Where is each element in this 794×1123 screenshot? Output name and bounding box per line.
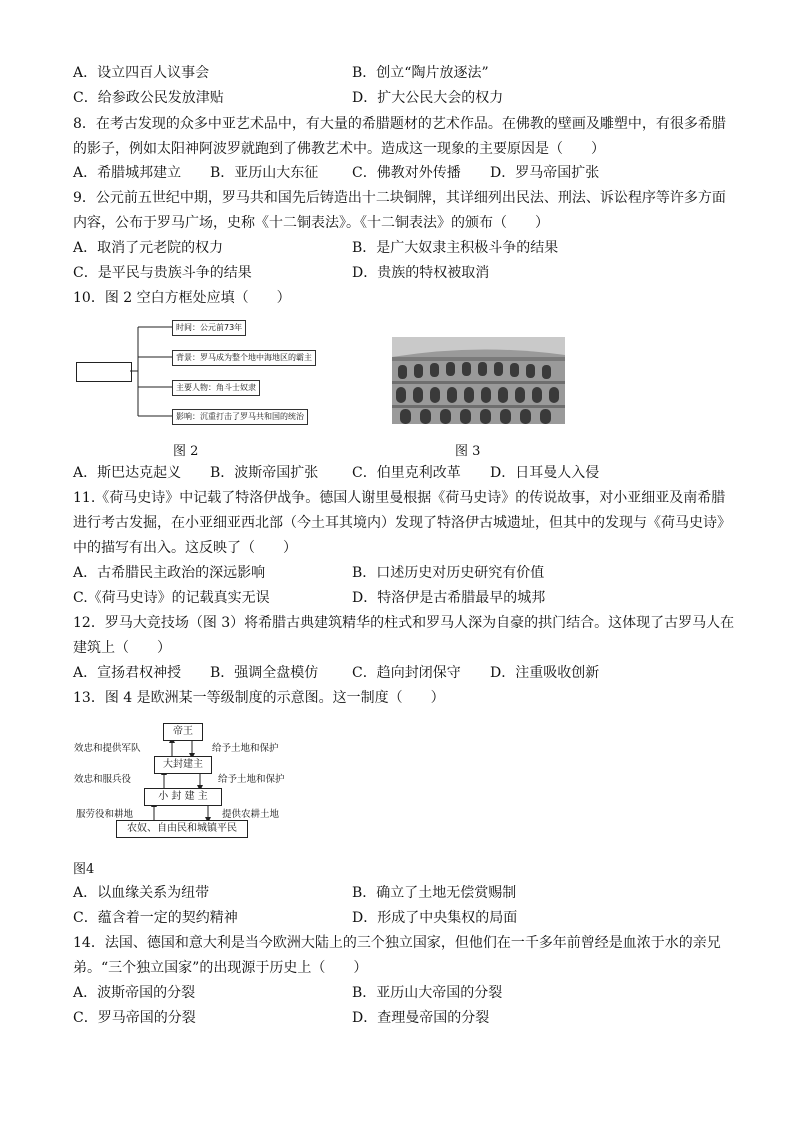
q13-option-b: B．确立了土地无偿赏赐制 xyxy=(352,885,517,901)
q12-option-b: B．强调全盘模仿 xyxy=(210,665,319,681)
figure-2-impact-box: 影响：沉重打击了罗马共和国的统治 xyxy=(172,409,308,425)
q9-option-c: C．是平民与贵族斗争的结果 xyxy=(73,265,252,281)
figure-2-blank-box xyxy=(76,362,132,382)
q11-option-d: D．特洛伊是古希腊最早的城邦 xyxy=(352,590,546,606)
q9-option-a: A．取消了元老院的权力 xyxy=(73,240,224,256)
q7-option-d: D．扩大公民大会的权力 xyxy=(352,90,504,106)
q7-option-c: C．给参政公民发放津贴 xyxy=(73,90,224,106)
figure-2-background-box: 背景：罗马成为整个地中海地区的霸主 xyxy=(172,350,316,366)
q7-option-b: B．创立“陶片放逐法” xyxy=(352,65,489,81)
figure-4-caption: 图4 xyxy=(73,862,95,877)
figure-4-right-label-1: 给予土地和保护 xyxy=(212,743,279,754)
figure-4-great-lord-box: 大封建主 xyxy=(154,756,212,774)
q9-option-b: B．是广大奴隶主积极斗争的结果 xyxy=(352,240,559,256)
figure-4-emperor-box: 帝王 xyxy=(163,723,203,741)
q14-stem-line2: 弟。“三个独立国家”的出现源于历史上（ ） xyxy=(73,960,368,976)
figure-2-diagram xyxy=(72,318,322,434)
q14-option-c: C．罗马帝国的分裂 xyxy=(73,1010,196,1026)
figure-4-feudal-hierarchy xyxy=(72,720,292,845)
figure-4-right-label-3: 提供农耕土地 xyxy=(222,809,280,820)
figure-4-left-label-3: 服劳役和耕地 xyxy=(76,809,134,820)
q8-option-a: A．希腊城邦建立 xyxy=(73,165,182,181)
q11-option-b: B．口述历史对历史研究有价值 xyxy=(352,565,545,581)
q10-option-c: C．伯里克利改革 xyxy=(352,465,461,481)
figure-4-small-lord-box: 小 封 建 主 xyxy=(144,788,222,806)
q10-option-b: B．波斯帝国扩张 xyxy=(210,465,319,481)
q11-option-c: C.《荷马史诗》的记载真实无误 xyxy=(73,590,270,606)
figure-2-time-box: 时间：公元前73年 xyxy=(172,320,246,336)
q13-option-a: A．以血缘关系为纽带 xyxy=(73,885,210,901)
figure-4-right-label-2: 给予土地和保护 xyxy=(218,774,285,785)
q10-stem: 10．图 2 空白方框处应填（ ） xyxy=(73,290,291,306)
q11-option-a: A．古希腊民主政治的深远影响 xyxy=(73,565,266,581)
figure-2-caption: 图 2 xyxy=(173,444,199,459)
q14-option-b: B．亚历山大帝国的分裂 xyxy=(352,985,503,1001)
q11-stem-line1: 11.《荷马史诗》中记载了特洛伊战争。德国人谢里曼根据《荷马史诗》的传说故事，对小亚细亚及南希腊 xyxy=(73,490,726,506)
q14-option-d: D．查理曼帝国的分裂 xyxy=(352,1010,490,1026)
q14-option-a: A．波斯帝国的分裂 xyxy=(73,985,196,1001)
figure-3-caption: 图 3 xyxy=(455,444,481,459)
q10-option-d: D．日耳曼人入侵 xyxy=(490,465,600,481)
q14-stem-line1: 14．法国、德国和意大利是当今欧洲大陆上的三个独立国家，但他们在一千多年前曾经是血浓于水的亲兄 xyxy=(73,935,721,951)
q8-option-c: C．佛教对外传播 xyxy=(352,165,461,181)
q12-stem-line2: 建筑上（ ） xyxy=(73,640,171,656)
q13-option-d: D．形成了中央集权的局面 xyxy=(352,910,518,926)
q11-stem-line2: 进行考古发掘，在小亚细亚西北部（今土耳其境内）发现了特洛伊古城遗址，但其中的发现与《荷马史诗》 xyxy=(73,515,731,531)
q13-stem: 13．图 4 是欧洲某一等级制度的示意图。这一制度（ ） xyxy=(73,690,445,706)
figure-4-left-label-1: 效忠和提供军队 xyxy=(74,743,141,754)
q8-stem-line2: 的影子，例如太阳神阿波罗就跑到了佛教艺术中。造成这一现象的主要原因是（ ） xyxy=(73,141,605,157)
figure-2-person-box: 主要人物：角斗士奴隶 xyxy=(172,380,260,396)
q8-option-d: D．罗马帝国扩张 xyxy=(490,165,600,181)
colosseum-illustration xyxy=(392,337,565,424)
q12-option-d: D．注重吸收创新 xyxy=(490,665,600,681)
figure-4-serfs-box: 农奴、自由民和城镇平民 xyxy=(116,820,248,838)
q9-option-d: D．贵族的特权被取消 xyxy=(352,265,490,281)
q11-stem-line3: 中的描写有出入。这反映了（ ） xyxy=(73,540,297,556)
q9-stem-line2: 内容，公布于罗马广场，史称《十二铜表法》。《十二铜表法》的颁布（ ） xyxy=(73,215,549,231)
q12-option-c: C．趋向封闭保守 xyxy=(352,665,461,681)
figure-3-colosseum-photo xyxy=(392,337,565,424)
q12-option-a: A．宣扬君权神授 xyxy=(73,665,182,681)
q8-option-b: B．亚历山大东征 xyxy=(210,165,319,181)
q7-option-a: A．设立四百人议事会 xyxy=(73,65,210,81)
q9-stem-line1: 9．公元前五世纪中期，罗马共和国先后铸造出十二块铜牌，其详细列出民法、刑法、诉讼程序等许多方面 xyxy=(73,190,726,206)
figure-4-left-label-2: 效忠和服兵役 xyxy=(74,774,132,785)
q10-option-a: A．斯巴达克起义 xyxy=(73,465,182,481)
q12-stem-line1: 12．罗马大竞技场（图 3）将希腊古典建筑精华的柱式和罗马人深为自豪的拱门结合。这体现了古罗马人在 xyxy=(73,615,735,631)
q13-option-c: C．蕴含着一定的契约精神 xyxy=(73,910,238,926)
q8-stem-line1: 8．在考古发现的众多中亚艺术品中，有大量的希腊题材的艺术作品。在佛教的壁画及雕塑中，有很多希腊 xyxy=(73,116,726,132)
